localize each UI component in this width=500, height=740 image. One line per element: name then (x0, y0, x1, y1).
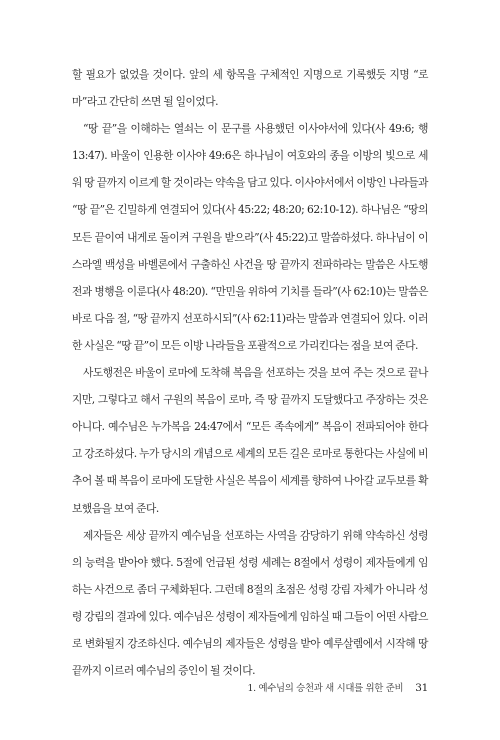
paragraph-continuation: 할 필요가 없었을 것이다. 앞의 세 항목을 구체적인 지명으로 기록했듯 지명 “로마”라고 간단히 쓰면 될 일이었다. (72, 68, 428, 109)
paragraph-ends-of-earth-isaiah: “땅 끝”을 이해하는 열쇠는 이 문구를 사용했던 이사야서에 있다(사 49:6; 행 13:47). 바울이 인용한 이사야 49:6은 하나님이 여호와의 종을 이방의 빛으로 세워 땅 끝까지 이르게 할 것이라는 약속을 담고 있다. 이사야서에서 이방인 나라들과 “땅 끝”은 긴밀하게 연결되어 있다(사 45:22; 48:20; 62:10-12). 하나님은 “땅의 모든 끝이여 내게로 돌이켜 구원을 받으라”(사 45:22)고 말씀하셨다. 하나님이 이스라엘 백성을 바벨론에서 구출하신 사건을 땅 끝까지 전파하라는 말씀은 사도행전과 병행을 이룬다(사 48:20). “만민을 위하여 기치를 들라”(사 62:10)는 말씀은 바로 다음 절, “땅 끝까지 선포하시되”(사 62:11)라는 말씀과 연결되어 있다. 이러한 사실은 “땅 끝”이 모든 이방 나라들을 포괄적으로 가리킨다는 점을 보여 준다. (72, 122, 428, 352)
body-text (72, 61, 428, 684)
paragraph-holy-spirit-power: 제자들은 세상 끝까지 예수님을 선포하는 사역을 감당하기 위해 약속하신 성령의 능력을 받아야 했다. 5절에 언급된 성령 세례는 8절에서 성령이 제자들에게 임하는 사건으로 좀더 구체화된다. 그런데 8절의 초점은 성령 강림 자체가 아니라 성령 강림의 결과에 있다. 예수님은 성령이 제자들에게 임하실 때 그들이 어떤 사람으로 변화될지 강조하신다. 예수님의 제자들은 성령을 받아 예루살렘에서 시작해 땅 끝까지 이르러 예수님의 증인이 될 것이다. (72, 528, 428, 678)
running-head: 1. 예수님의 승천과 새 시대를 위한 준비 (247, 683, 404, 694)
page-number: 31 (415, 682, 428, 694)
paragraph-acts-rome: 사도행전은 바울이 로마에 도착해 복음을 선포하는 것을 보여 주는 것으로 끝나지만, 그렇다고 해서 구원의 복음이 로마, 즉 땅 끝까지 도달했다고 주장하는 것은 아니다. 예수님은 누가복음 24:47에서 “모든 족속에게” 복음이 전파되어야 한다고 강조하셨다. 누가 당시의 개념으로 세계의 모든 길은 로마로 통한다는 사실에 비추어 볼 때 복음이 로마에 도달한 사실은 복음이 세계를 향하여 나아갈 교두보를 확보했음을 보여 준다. (72, 366, 428, 515)
page-footer (72, 680, 428, 698)
